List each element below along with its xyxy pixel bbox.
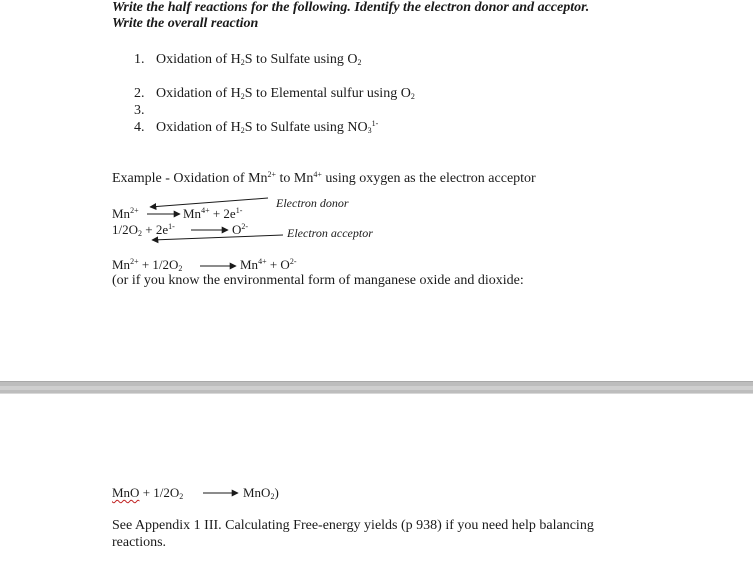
half-reaction-1-right: $Mn^{4+} + 2e^{1-}$ bbox=[183, 206, 243, 221]
list-item: 3. bbox=[134, 103, 145, 118]
page-break bbox=[0, 381, 753, 394]
half-reaction-2-right: $O^{2-}$ bbox=[232, 222, 249, 237]
half-reaction-1-left: $Mn^{2+}$ bbox=[112, 206, 139, 221]
donor-arrow bbox=[150, 198, 268, 207]
appendix-note: See Appendix 1 III. Calculating Free-energy yields (p 938) if you need help balancing bbox=[112, 518, 594, 533]
example-title: Example - Oxidation of $Mn^{2+}$ to $Mn^{4+}$ using oxygen as the electron acceptor bbox=[112, 170, 536, 186]
half-reaction-2-left: $1/2O_2 + 2e^{1-}$ bbox=[112, 222, 175, 238]
mno-reaction-right: MnO$_2$) bbox=[243, 485, 279, 501]
overall-reaction-right: $Mn^{4+} + O^{2-}$ bbox=[240, 257, 297, 272]
instructions-subheading: Write the overall reaction bbox=[112, 16, 259, 31]
overall-reaction-left: $Mn^{2+} + 1/2O_2$ bbox=[112, 257, 183, 273]
appendix-note-continued: reactions. bbox=[112, 535, 167, 550]
list-item: 2. Oxidation of $H_2S$ to Elemental sulfur using $O_2$ bbox=[134, 86, 415, 101]
mno-reaction-left: MnO + $1/2O_2$ bbox=[112, 485, 184, 501]
acceptor-arrow bbox=[152, 235, 283, 240]
list-item: 1. Oxidation of $H_2S$ to Sulfate using $O_2$ bbox=[134, 52, 362, 67]
electron-acceptor-label: Electron acceptor bbox=[287, 226, 373, 240]
environmental-form-note: (or if you know the environmental form of manganese oxide and dioxide: bbox=[112, 273, 524, 288]
list-item: 4. Oxidation of $H_2S$ to Sulfate using $NO_3^{1-}$ bbox=[134, 119, 379, 135]
electron-donor-label: Electron donor bbox=[276, 196, 349, 210]
instructions-heading: Write the half reactions for the following. Identify the electron donor and acceptor. bbox=[112, 0, 590, 15]
spellcheck-word[interactable]: MnO bbox=[112, 485, 140, 500]
